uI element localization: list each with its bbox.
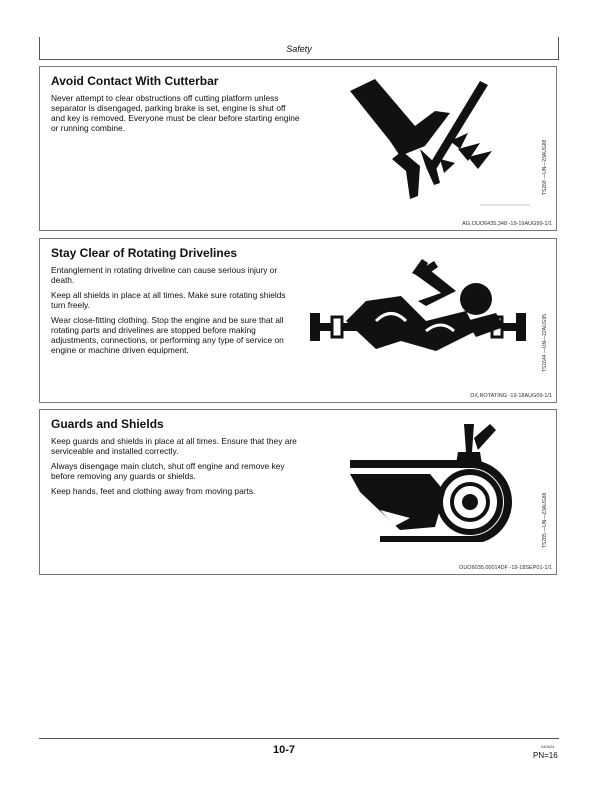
section-paragraph: Keep guards and shields in place at all times. Ensure that they are serviceable and installed correctly.	[51, 436, 297, 456]
section-paragraph: Keep hands, feet and clothing away from moving parts.	[51, 486, 256, 496]
safety-section-guards	[39, 409, 557, 575]
section-paragraph: Wear close-fitting clothing. Stop the engine and be sure that all rotating parts and drivelines are stopped before making adjustments, connections, or performing any type of service on engine or machine driven equipment.	[51, 315, 284, 355]
safety-section-cutterbar	[39, 66, 557, 231]
pn-label: PN=16	[533, 751, 558, 760]
section-body	[51, 93, 301, 138]
section-title: Guards and Shields	[51, 417, 164, 431]
figure-code: TS268 —UN—23AUG88	[542, 139, 548, 195]
section-paragraph: Entanglement in rotating driveline can cause serious injury or death.	[51, 265, 278, 285]
page-number: 10-7	[273, 744, 296, 756]
section-title: Stay Clear of Rotating Drivelines	[51, 246, 238, 260]
section-title: Avoid Contact With Cutterbar	[51, 74, 219, 88]
header-rule	[39, 59, 559, 60]
section-body	[51, 265, 301, 360]
footer-small-code: 040624	[541, 744, 555, 749]
reference-code: DX,ROTATING -19-18AUG09-1/1	[470, 393, 552, 399]
belt-pulley-hand-icon	[340, 422, 530, 542]
section-paragraph: Keep all shields in place at all times. Make sure rotating shields turn freely.	[51, 290, 286, 310]
section-body	[51, 436, 301, 501]
driveline-entanglement-icon	[306, 251, 531, 366]
figure-code: TS285 —UN—23AUG88	[542, 492, 548, 548]
figure-code: TS1644 —UN—22AUG95	[542, 313, 548, 372]
reference-code: OUO6035,00014DF -19-18SEP01-1/1	[459, 565, 552, 571]
footer-rule	[39, 738, 559, 739]
hand-cutterbar-icon	[340, 71, 540, 211]
section-header: Safety	[286, 44, 312, 54]
section-paragraph: Always disengage main clutch, shut off engine and remove key before removing any guards or shields.	[51, 461, 285, 481]
section-paragraph: Never attempt to clear obstructions off cutting platform unless separator is disengaged, parking brake is set, engine is shut off and key is removed. Everyone must be clear before starting engine or running combine.	[51, 93, 300, 133]
reference-code: AG,OUO6435,348 -19-19AUG99-1/1	[462, 221, 552, 227]
safety-section-drivelines	[39, 238, 557, 403]
